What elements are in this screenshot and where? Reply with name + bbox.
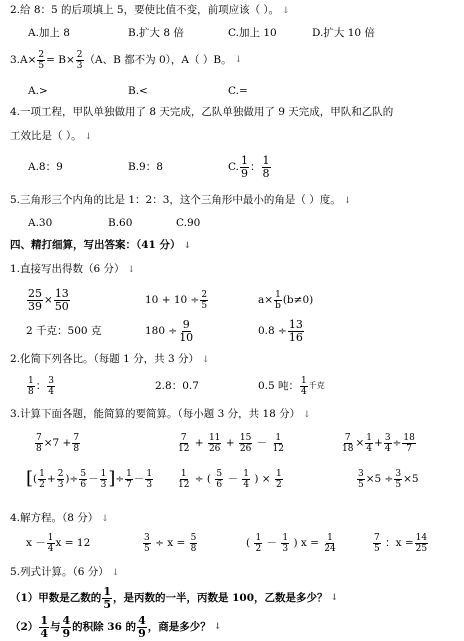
p3-r2c-fraction-1: $\frac{3}{5}$ [358,468,364,490]
p4-a-fraction: $\frac{1}{4}$ [47,532,54,554]
p3-r2a-fraction-2: $\frac{2}{3}$ [57,468,64,490]
q2-option-d: D.扩大 10 倍 [312,27,375,39]
p2-item-c: 0.5 吨： $\frac{1}{4}$ 千克 [258,375,325,397]
p2-c-fraction: $\frac{1}{4}$ [301,375,307,397]
p1-a-fraction-2: $\frac{13}{50}$ [54,286,69,313]
p3-r1b-fraction-3: $\frac{15}{26}$ [239,432,252,454]
question-4-line-1: 4.一项工程，甲队单独做用了 8 天完成，乙队单独做用了 9 天完成，甲队和乙队的 [10,106,394,118]
p4-c-fraction-3: $\frac{1}{24}$ [324,532,336,554]
p3-r1a-fraction-1: $\frac{7}{8}$ [36,432,42,454]
p3-r1c-fraction-4: $\frac{18}{7}$ [403,432,415,454]
section-4-heading: 四、精打细算，写出答案：（41 分） ↓ [10,239,192,251]
question-5-text: 5.三角形三个内角的比是 1：2：3，这个三角形中最小的角是（ ）度。 ↓ [10,194,352,206]
q3-option-a: A.> [28,85,48,97]
p3-r1b-fraction-4: $\frac{1}{12}$ [272,432,284,454]
p3-row1-item-b: $\frac{7}{12}$ + $\frac{11}{26}$ + $\frac{15}{26}$ － $\frac{1}{12}$ [178,432,284,454]
p4-d-fraction-2: $\frac{14}{25}$ [415,532,428,554]
part-1-title: 1.直接写出得数（6 分） ↓ [10,263,136,275]
p1-c-fraction: $\frac{1}{b}$ [275,289,281,311]
q3-fraction-1: $\frac{2}{5}$ [38,49,45,71]
p3-r2a-fraction-1: $\frac{1}{2}$ [39,468,45,490]
p3-r2b-fraction-2: $\frac{5}{6}$ [216,468,223,490]
q4-option-c-fraction-1: $\frac{1}{9}$ [241,153,248,180]
q2-option-b: B.扩大 8 倍 [128,27,184,39]
question-4-line-2: 工效比是（ ）。 ↓ [10,130,93,142]
q2-option-a: A.加上 8 [28,27,70,39]
p3-r1c-fraction-1: $\frac{7}{18}$ [342,432,354,454]
q4-option-b: B.9：8 [128,161,163,173]
p3-row2-item-c: $\frac{3}{5}$ ×5 ÷ $\frac{3}{5}$ ×5 [358,468,419,490]
p3-row2-item-a: [ ( $\frac{1}{2}$ + $\frac{2}{3}$ ) ÷ $\frac{5}{6}$ － $\frac{1}{3}$ ] ÷ $\frac{1}{7}$ － $\frac{1}{3}$ [26,468,153,490]
q4-option-c-fraction-2: $\frac{1}{8}$ [262,153,270,180]
p3-r1c-fraction-2: $\frac{1}{4}$ [366,432,372,454]
p1-f-fraction: $\frac{13}{16}$ [288,317,303,344]
p3-r1b-fraction-2: $\frac{11}{26}$ [208,432,221,454]
q5-option-c: C.90 [176,217,201,229]
p1-e-fraction: $\frac{9}{10}$ [179,317,194,344]
p3-r1b-fraction-1: $\frac{7}{12}$ [178,432,190,454]
p3-r2c-fraction-2: $\frac{3}{5}$ [395,468,402,490]
p3-r1a-fraction-2: $\frac{7}{8}$ [73,432,80,454]
p2-item-b: 2.8：0.7 [155,380,199,392]
p4-equation-a: x － $\frac{1}{4}$ x = 12 [26,532,91,554]
q4-option-c: C. $\frac{1}{9}$ ： $\frac{1}{8}$ [228,153,270,180]
p5-question-1: （1）甲数是乙数的 $\frac{1}{5}$ ，是丙数的一半，丙数是 100，乙数是多少？ ↓ [10,584,339,611]
p1-item-a: $\frac{25}{39}$ × $\frac{13}{50}$ [28,286,69,313]
part-3-title: 3.计算下面各题，能简算的要简算。（每小题 3 分，共 18 分） ↓ [10,408,311,420]
p5-q2-fraction-1: $\frac{1}{4}$ [40,613,48,640]
p4-equation-d: $\frac{7}{5}$ ：x = $\frac{14}{25}$ [374,532,428,554]
p3-r2a-fraction-3: $\frac{5}{6}$ [80,468,87,490]
p3-r2a-fraction-6: $\frac{1}{3}$ [146,468,153,490]
p5-q1-fraction: $\frac{1}{5}$ [103,584,111,611]
part-4-title: 4.解方程。（8 分） ↓ [10,512,109,524]
p3-r2b-fraction-1: $\frac{1}{12}$ [178,468,190,490]
p3-r1c-fraction-3: $\frac{3}{4}$ [384,432,391,454]
p2-a-fraction-1: $\frac{1}{8}$ [28,375,34,397]
p3-row1-item-c: $\frac{7}{18}$ × $\frac{1}{4}$ + $\frac{3}{4}$ ÷ $\frac{18}{7}$ [342,432,415,454]
question-2-text: 2.给 8：5 的后项填上 5，要使比值不变，前项应该（ ）。 ↓ [10,4,290,16]
p1-item-b: 10 + 10 ÷ $\frac{2}{5}$ [145,289,208,311]
p5-q2-fraction-3: $\frac{4}{9}$ [138,613,146,640]
p1-item-f: 0.8 ÷ $\frac{13}{16}$ [258,317,303,344]
p3-r2b-fraction-4: $\frac{1}{2}$ [275,468,282,490]
p2-item-a: $\frac{1}{8}$ ： $\frac{3}{4}$ [28,375,54,397]
p3-r2a-fraction-5: $\frac{1}{7}$ [126,468,132,490]
q5-option-b: B.60 [108,217,133,229]
q5-option-a: A.30 [28,217,53,229]
q3-option-c: C.= [228,85,248,97]
q3-fraction-2: $\frac{2}{3}$ [76,49,83,71]
p4-c-fraction-1: $\frac{1}{2}$ [255,532,262,554]
part-2-title: 2.化简下列各比。（每题 1 分，共 3 分） ↓ [10,353,210,365]
p3-r2a-fraction-4: $\frac{1}{3}$ [100,468,107,490]
p3-r2b-fraction-3: $\frac{1}{4}$ [243,468,250,490]
p1-item-e: 180 ÷ $\frac{9}{10}$ [145,317,194,344]
q3-option-b: B.< [128,85,148,97]
p5-question-2: （2） $\frac{1}{4}$ 与 $\frac{4}{9}$ 的积除 36 的 $\frac{4}{9}$ ，商是多少？ ↓ [10,613,222,640]
p4-c-fraction-2: $\frac{1}{3}$ [282,532,289,554]
p4-d-fraction-1: $\frac{7}{5}$ [374,532,380,554]
p4-b-fraction-2: $\frac{5}{8}$ [190,532,197,554]
p4-equation-c: ( $\frac{1}{2}$ － $\frac{1}{3}$ ) x = $\frac{1}{24}$ [246,532,336,554]
q4-option-a: A.8：9 [28,161,63,173]
p3-row1-item-a: $\frac{7}{8}$ ×7 + $\frac{7}{8}$ [36,432,80,454]
p4-equation-b: $\frac{3}{5}$ ÷ x = $\frac{5}{8}$ [144,532,197,554]
p1-a-fraction-1: $\frac{25}{39}$ [28,286,42,313]
p4-b-fraction-1: $\frac{3}{5}$ [144,532,150,554]
part-5-title: 5.列式计算。（6 分） ↓ [10,566,120,578]
p1-item-d: 2 千克：500 克 [26,325,102,337]
p5-q2-fraction-2: $\frac{4}{9}$ [62,613,71,640]
q2-option-c: C.加上 10 [228,27,277,39]
p3-row2-item-b: $\frac{1}{12}$ ÷ ( $\frac{5}{6}$ － $\frac{1}{4}$ ) × $\frac{1}{2}$ [178,468,282,490]
p1-item-c: a× $\frac{1}{b}$ (b≠0) [258,289,314,311]
question-3-text: 3.A× $\frac{2}{5}$ = B× $\frac{2}{3}$ （A、B 都不为 0），A（ ）B。 ↓ [10,49,243,71]
p1-b-fraction: $\frac{2}{5}$ [201,289,208,311]
p2-a-fraction-2: $\frac{3}{4}$ [48,375,54,397]
